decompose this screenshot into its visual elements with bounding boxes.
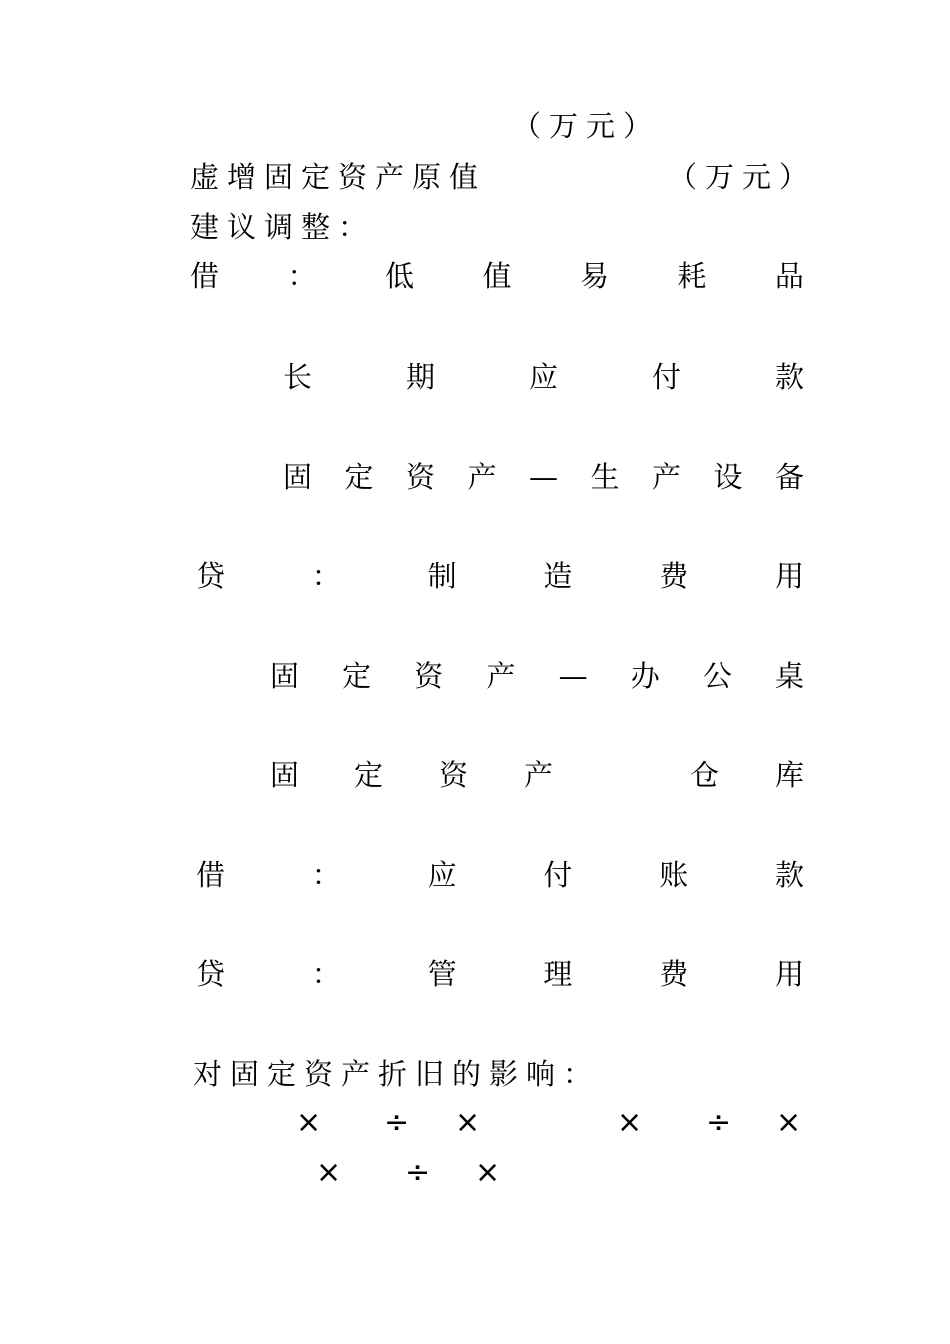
entry-char: 造 [543,559,573,593]
entry-char: 借 [196,858,226,892]
entry-char: 定 [354,758,384,792]
entry-char: 备 [774,460,804,494]
unit-label-top: （万元） [512,109,661,143]
entry-char: 固 [270,758,300,792]
multiply-symbol: × [455,1105,481,1140]
entry-char: 库 [775,758,805,792]
entry-char: 耗 [677,259,707,293]
entry-char: 管 [427,957,457,991]
entry-char: 账 [659,858,689,892]
entry-char: 应 [528,360,558,394]
entry-credit-admin-expenses [196,954,804,994]
entry-char: 贷 [196,559,226,593]
entry-char: ： [287,259,317,293]
multiply-symbol: × [475,1155,501,1190]
phantom-increase-label: 虚增固定资产原值 [190,160,487,194]
entry-char: 款 [774,858,804,892]
entry-char: 产 [467,460,497,494]
multiply-symbol: × [776,1105,802,1140]
entry-char: 长 [283,360,313,394]
entry-char: 制 [427,559,457,593]
entry-credit-manufacturing-overhead [196,556,804,596]
entry-long-term-payable [283,357,804,397]
entry-char: — [558,659,588,693]
depreciation-impact-label: 对固定资产折旧的影响： [193,1057,601,1091]
entry-char: 办 [630,659,660,693]
entry-char: ： [311,858,341,892]
entry-debit-accounts-payable [196,855,804,895]
entry-char: 费 [659,957,689,991]
entry-char: 低 [384,259,414,293]
entry-char: 产 [486,659,516,693]
entry-char: 公 [702,659,732,693]
divide-symbol: ÷ [405,1155,431,1190]
entry-fixed-asset-production-equipment [283,457,804,497]
entry-char: 定 [342,659,372,693]
entry-char: 固 [283,460,313,494]
entry-char: 资 [406,460,436,494]
suggestion-label: 建议调整： [190,210,376,244]
entry-char: 品 [774,259,804,293]
entry-char: 桌 [774,659,804,693]
entry-char: 资 [439,758,469,792]
entry-char: 生 [590,460,620,494]
entry-debit-low-value-consumables [190,256,804,296]
entry-char: ： [311,559,341,593]
entry-char: 仓 [690,758,720,792]
entry-char: ： [311,957,341,991]
multiply-symbol: × [316,1155,342,1190]
entry-char: 付 [651,360,681,394]
entry-char: 费 [659,559,689,593]
entry-char: — [529,460,558,494]
entry-char: 设 [713,460,743,494]
entry-char: 应 [427,858,457,892]
entry-char: 易 [579,259,609,293]
entry-char: 借 [190,259,220,293]
divide-symbol: ÷ [706,1105,732,1140]
entry-char: 产 [651,460,681,494]
entry-char: 期 [405,360,435,394]
entry-char: 贷 [196,957,226,991]
entry-char: 用 [774,559,804,593]
entry-char: 值 [482,259,512,293]
entry-char: 付 [543,858,573,892]
entry-char: 定 [344,460,374,494]
entry-fixed-asset-office-desk [270,656,804,696]
entry-char: 资 [414,659,444,693]
entry-char: 理 [543,957,573,991]
divide-symbol: ÷ [384,1105,410,1140]
multiply-symbol: × [617,1105,643,1140]
entry-char: 款 [774,360,804,394]
entry-char: 产 [524,758,554,792]
entry-char: 固 [270,659,300,693]
phantom-increase-unit: （万元） [668,160,817,194]
multiply-symbol: × [296,1105,322,1140]
entry-char: 用 [774,957,804,991]
